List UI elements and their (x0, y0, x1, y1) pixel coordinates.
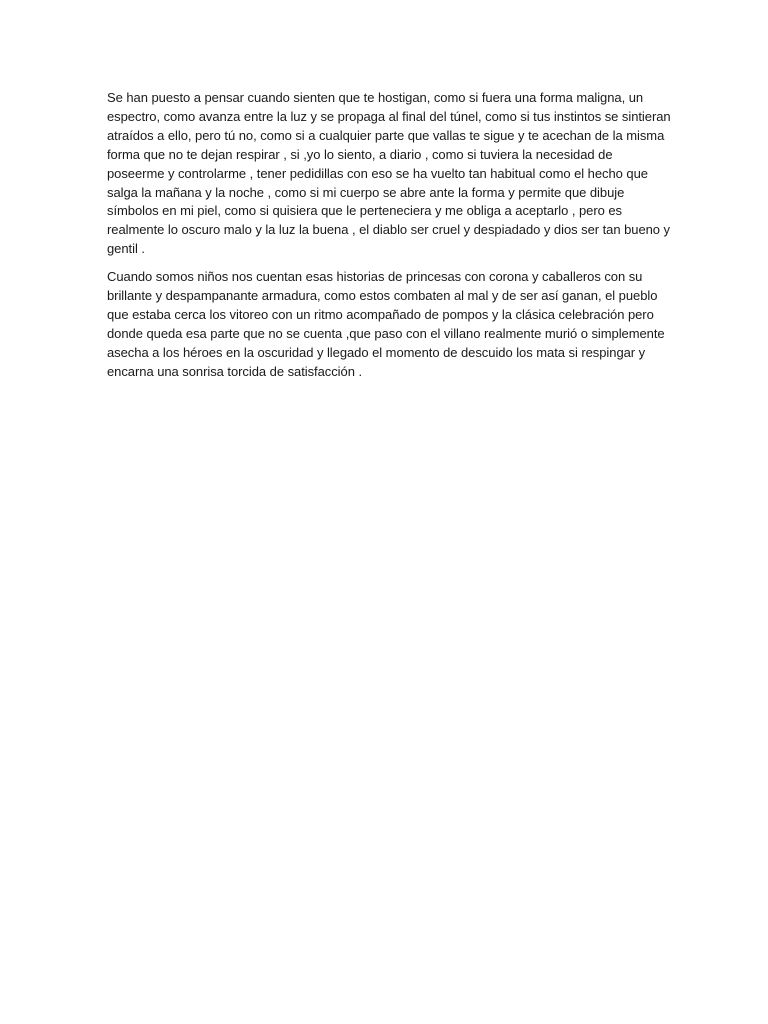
paragraph-line: Cuando somos niños nos cuentan esas historias de princesas con corona y caballeros con su (107, 269, 643, 285)
paragraph-line: atraídos a ello, pero tú no, como si a cualquier parte que vallas te sigue y te acechan de la misma (107, 127, 665, 143)
paragraph-2 (107, 268, 665, 381)
paragraph-line: forma que no te dejan respirar , si ,yo lo siento, a diario , como si tuviera la necesidad de (107, 146, 613, 162)
paragraph-line: salga la mañana y la noche , como si mi cuerpo se abre ante la forma y permite que dibuje (107, 184, 625, 200)
paragraph-line: Se han puesto a pensar cuando sienten que te hostigan, como si fuera una forma maligna, un (107, 90, 644, 105)
paragraph-line: espectro, como avanza entre la luz y se propaga al final del túnel, como si tus instintos se sintieran (107, 108, 671, 124)
paragraph-line: asecha a los héroes en la oscuridad y llegado el momento de descuido los mata si respingar y (107, 344, 646, 360)
paragraph-line: brillante y despampanante armadura, como estos combaten al mal y de ser así ganan, el pueblo (107, 288, 658, 304)
paragraph-line: gentil . (107, 241, 145, 257)
paragraph-1 (107, 89, 671, 259)
document-body (107, 89, 671, 391)
paragraph-line: realmente lo oscuro malo y la luz la buena , el diablo ser cruel y despiadado y dios ser tan bueno y (107, 222, 670, 238)
paragraph-line: que estaba cerca los vitoreo con un ritmo acompañado de pompos y la clásica celebración pero (107, 306, 654, 322)
paragraph-line: encarna una sonrisa torcida de satisfacción . (107, 363, 363, 379)
paragraph-line: símbolos en mi piel, como si quisiera que le perteneciera y me obliga a aceptarlo , pero es (107, 203, 623, 219)
paragraph-line: donde queda esa parte que no se cuenta ,que paso con el villano realmente murió o simplemente (107, 325, 665, 341)
paragraph-line: poseerme y controlarme , tener pedidillas con eso se ha vuelto tan habitual como el hecho que (107, 165, 648, 181)
